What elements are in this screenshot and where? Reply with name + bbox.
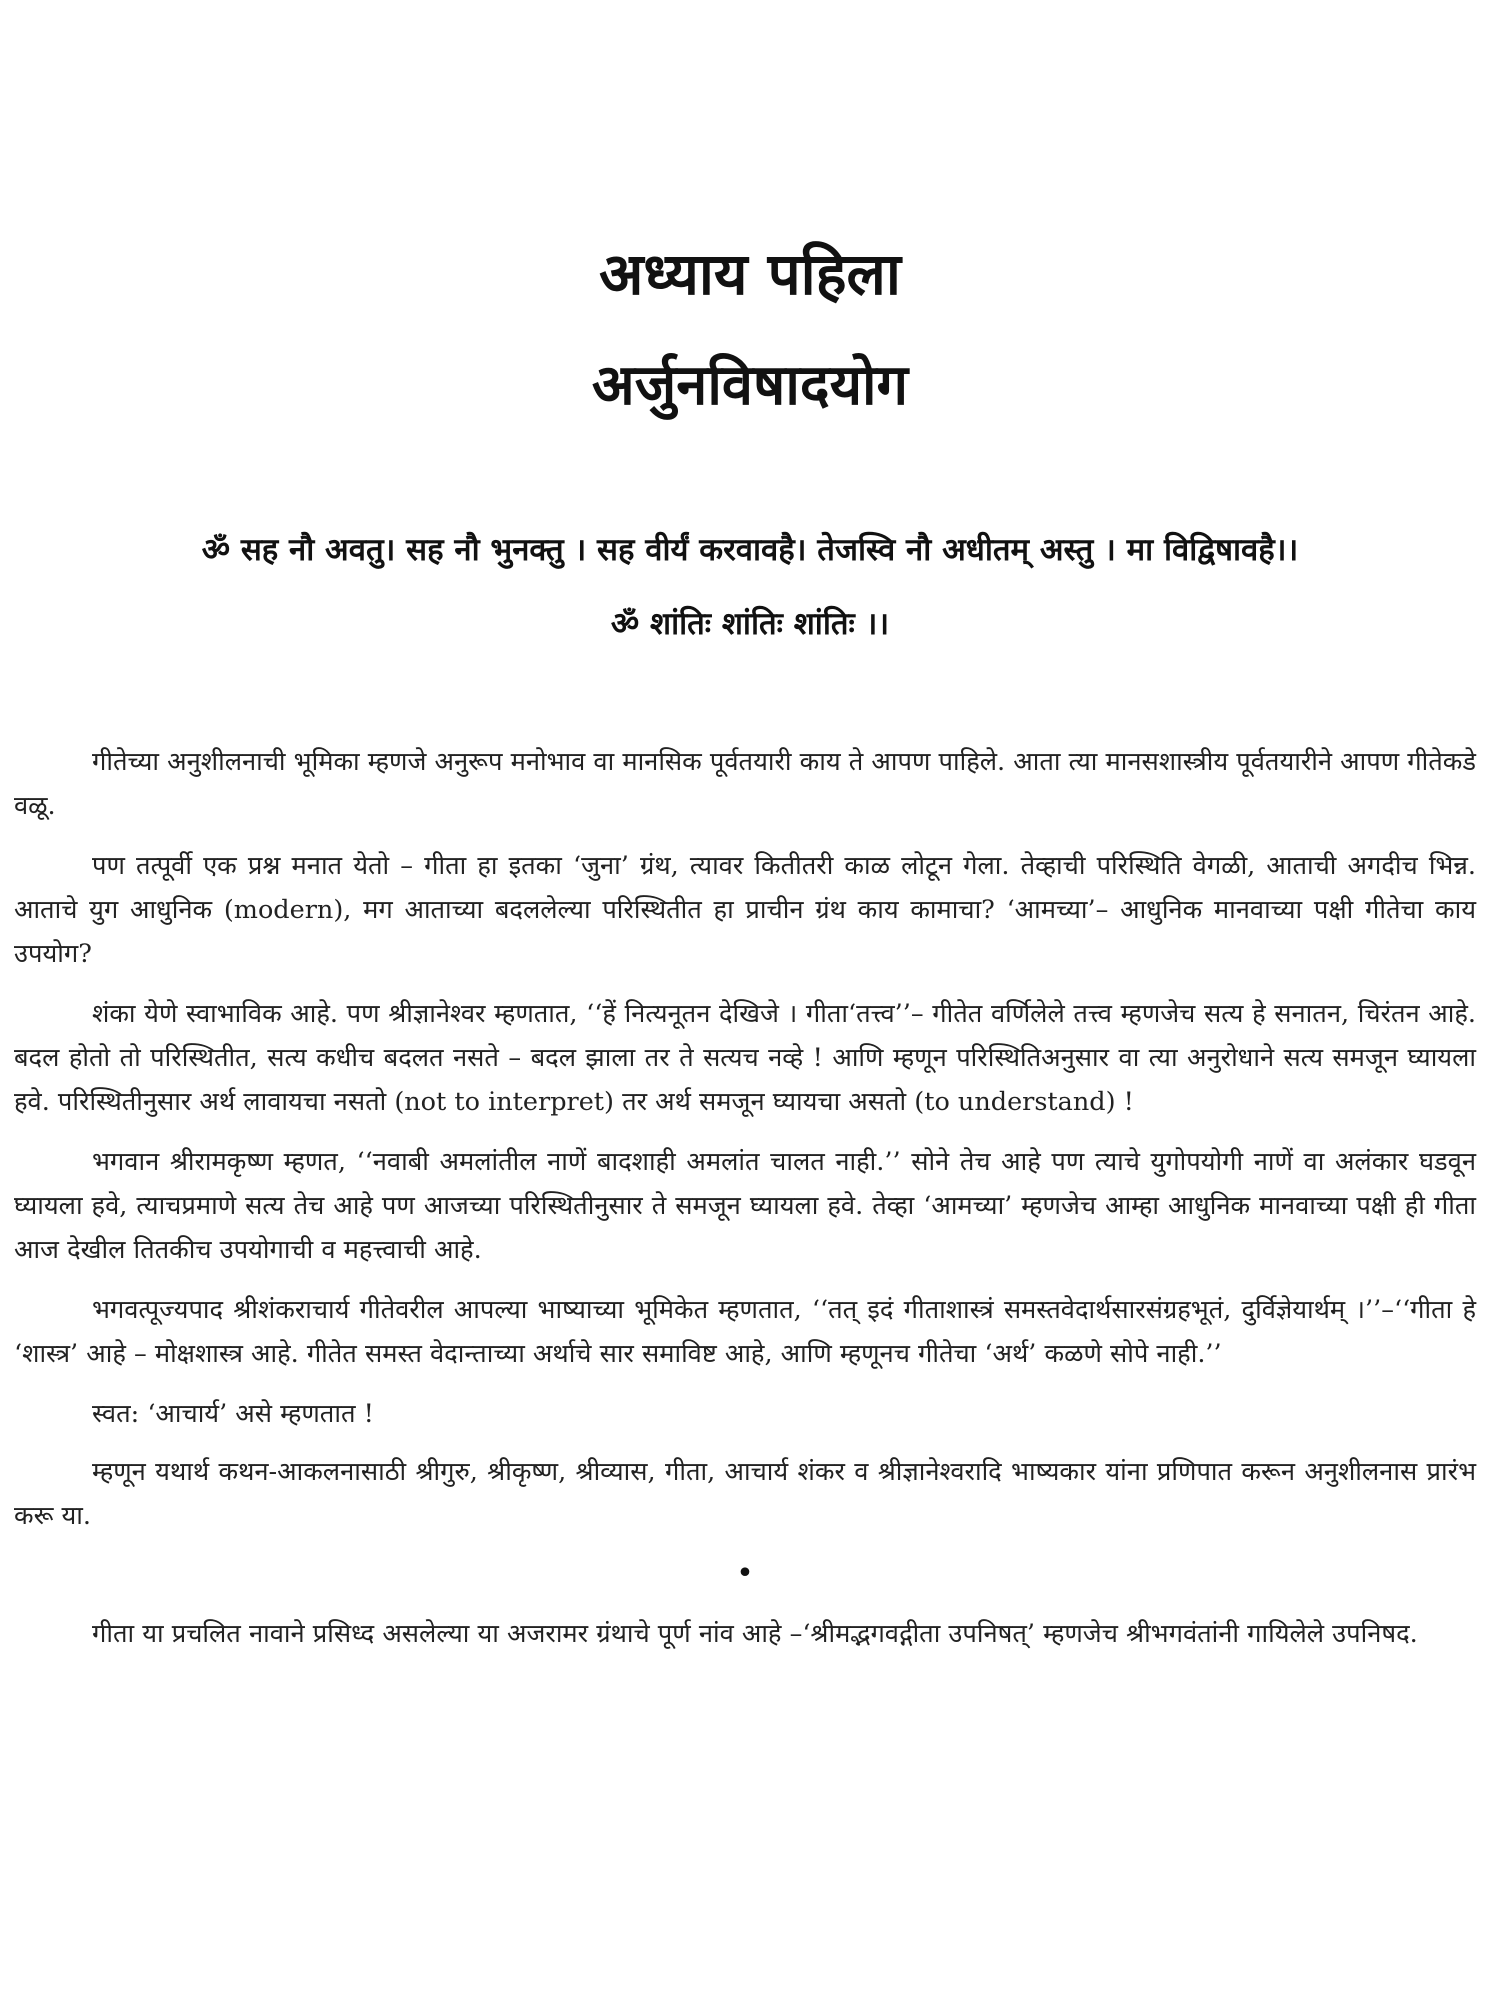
- paragraph: गीतेच्या अनुशीलनाची भूमिका म्हणजे अनुरूप मनोभाव वा मानसिक पूर्वतयारी काय ते आपण पाहिले. आता त्या मानसशास्त्रीय पूर्वतयारीने आपण गीतेकडे वळू.: [14, 747, 1476, 821]
- shanti-mantra-line-1: ॐ सह नौ अवतु। सह नौ भुनक्तु । सह वीर्यं करवावहै। तेजस्वि नौ अधीतम् अस्तु । मा विद्विषावहै।।: [201, 532, 1299, 568]
- paragraph: म्हणून यथार्थ कथन-आकलनासाठी श्रीगुरु, श्रीकृष्ण, श्रीव्यास, गीता, आचार्य शंकर व श्रीज्ञानेश्वरादि भाष्यकार यांना प्रणिपात करून अनुशीलनास प्रारंभ करू या.: [14, 1457, 1476, 1531]
- section-separator-dot: •: [736, 1556, 754, 1591]
- paragraph: पण तत्पूर्वी एक प्रश्न मनात येतो – गीता हा इतका ‘जुना’ ग्रंथ, त्यावर कितीतरी काळ लोटून गेला. तेव्हाची परिस्थिति वेगळी, आताची अगदीच भिन्न. आताचे युग आधुनिक (modern), मग आताच्या बदललेल्या परिस्थितीत हा प्राचीन ग्रंथ काय कामाचा? ‘आमच्या’– आधुनिक मानवाच्या पक्षी गीतेचा काय उपयोग?: [14, 851, 1476, 969]
- chapter-subtitle: अर्जुनविषादयोग: [591, 353, 909, 418]
- shanti-mantra-line-2: ॐ शांतिः शांतिः शांतिः ।।: [610, 606, 890, 642]
- paragraph: भगवान श्रीरामकृष्ण म्हणत, ‘‘नवाबी अमलांतील नाणें बादशाही अमलांत चालत नाही.’’ सोने तेच आहे पण त्याचे युगोपयोगी नाणें वा अलंकार घडवून घ्यायला हवे, त्याचप्रमाणे सत्य तेच आहे पण आजच्या परिस्थितीनुसार ते समजून घ्यायला हवे. तेव्हा ‘आमच्या’ म्हणजेच आम्हा आधुनिक मानवाच्या पक्षी ही गीता आज देखील तितकीच उपयोगाची व महत्त्वाची आहे.: [14, 1147, 1476, 1265]
- paragraph: भगवत्पूज्यपाद श्रीशंकराचार्य गीतेवरील आपल्या भाष्याच्या भूमिकेत म्हणतात, ‘‘तत् इदं गीताशास्त्रं समस्तवेदार्थसारसंग्रहभूतं, दुर्विज्ञेयार्थम् ।’’–‘‘गीता हे ‘शास्त्र’ आहे – मोक्षशास्त्र आहे. गीतेत समस्त वेदान्ताच्या अर्थाचे सार समाविष्ट आहे, आणि म्हणूनच गीतेचा ‘अर्थ’ कळणे सोपे नाही.’’: [14, 1295, 1476, 1369]
- paragraph: स्वत: ‘आचार्य’ असे म्हणतात !: [92, 1399, 374, 1429]
- paragraph: शंका येणे स्वाभाविक आहे. पण श्रीज्ञानेश्वर म्हणतात, ‘‘हें नित्यनूतन देखिजे । गीता‘तत्त्व’’– गीतेत वर्णिलेले तत्त्व म्हणजेच सत्य हे सनातन, चिरंतन आहे. बदल होतो तो परिस्थितीत, सत्य कधीच बदलत नसते – बदल झाला तर ते सत्यच नव्हे ! आणि म्हणून परिस्थितिअनुसार वा त्या अनुरोधाने सत्य समजून घ्यायला हवे. परिस्थितीनुसार अर्थ लावायचा नसतो (not to interpret) तर अर्थ समजून घ्यायचा असतो (to understand) !: [14, 999, 1476, 1117]
- closing-paragraph: गीता या प्रचलित नावाने प्रसिध्द असलेल्या या अजरामर ग्रंथाचे पूर्ण नांव आहे –‘श्रीमद्भगवद्गीता उपनिषत्’ म्हणजेच श्रीभगवंतांनी गायिलेले उपनिषद.: [92, 1619, 1418, 1649]
- chapter-title: अध्याय पहिला: [599, 240, 901, 308]
- body-text: [14, 740, 1476, 1672]
